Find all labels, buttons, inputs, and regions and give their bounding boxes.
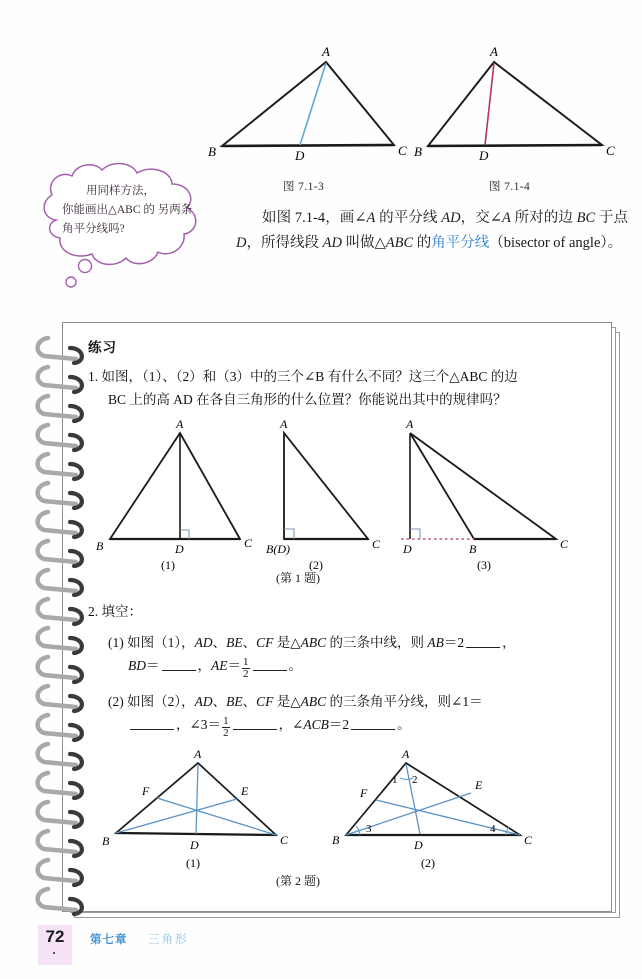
q2p2-j: ，∠3＝ bbox=[176, 717, 222, 732]
q2p2-blank-2[interactable] bbox=[233, 729, 277, 730]
question-1-figures-svg bbox=[88, 417, 588, 572]
spiral-rings bbox=[38, 338, 82, 914]
question-2-heading: 填空： bbox=[101, 604, 142, 619]
question-2 bbox=[88, 600, 588, 623]
q1f1-caption: (1) bbox=[161, 558, 175, 572]
q2p1-label: (1) bbox=[108, 635, 124, 650]
q1f3-label-A: A bbox=[406, 417, 414, 431]
question-2-part-2 bbox=[88, 690, 588, 739]
q2p1-n: ＝ bbox=[146, 658, 160, 673]
vertex-label-A: A bbox=[322, 44, 330, 59]
q2p2-n: 。 bbox=[397, 717, 411, 732]
figure-caption-7-1-4: 图 7.1-4 bbox=[489, 181, 531, 193]
q2p1-frac-numerator: 1 bbox=[243, 656, 249, 668]
q2p1-m: BD bbox=[128, 658, 146, 673]
q1f2-label-C: C bbox=[372, 537, 381, 551]
q2p1-fraction-half bbox=[242, 657, 250, 680]
q2p1-b: AD bbox=[194, 635, 213, 650]
q2p1-p: AE bbox=[211, 658, 228, 673]
q2p2-d: BE bbox=[226, 694, 243, 709]
term-angle-bisector: 角平分线 bbox=[431, 235, 490, 251]
q2p1-l: ， bbox=[502, 635, 516, 650]
thought-bubble-dot-small bbox=[66, 277, 76, 287]
q2p2-k: ，∠ bbox=[278, 717, 304, 732]
para-t8: BC bbox=[576, 210, 596, 226]
q2p1-blank-2[interactable] bbox=[162, 670, 196, 671]
q2p2-blank-1[interactable] bbox=[130, 729, 174, 730]
q2f2-label-F: F bbox=[360, 786, 368, 800]
question-1-figures bbox=[88, 417, 588, 572]
figure-7-1-3 bbox=[208, 44, 407, 163]
para-t13: 叫做△ bbox=[341, 235, 386, 251]
thought-bubble-line-2: 你能画出△ABC 的 bbox=[62, 204, 155, 216]
q2p2-e: 、 bbox=[242, 694, 257, 709]
q2p1-f: CF bbox=[256, 635, 274, 650]
q2f2-label-C: C bbox=[524, 833, 533, 847]
question-2-caption: (第 2 题) bbox=[276, 874, 320, 888]
para-t16: （bisector of angle）。 bbox=[489, 235, 623, 251]
para-t14: ABC bbox=[385, 235, 414, 251]
para-t12: AD bbox=[322, 235, 342, 251]
q2-figure-1 bbox=[102, 747, 289, 870]
q2p1-k: ＝2 bbox=[443, 635, 465, 650]
q2p2-i: 的三条角平分线，则∠1＝ bbox=[326, 694, 483, 709]
q2f1-label-E: E bbox=[241, 784, 249, 798]
figure-caption-7-1-3: 图 7.1-3 bbox=[283, 181, 325, 193]
vertex-label-C: C bbox=[398, 143, 407, 158]
q2p2-body bbox=[88, 690, 588, 713]
question-1-caption: (第 1 题) bbox=[276, 571, 320, 585]
q2f2-label-E: E bbox=[475, 778, 483, 792]
question-2-number: 2. bbox=[88, 604, 99, 619]
q2p2-l: ACB bbox=[303, 717, 329, 732]
q2p1-o: ， bbox=[197, 658, 211, 673]
q1f2-label-BD: B(D) bbox=[266, 542, 290, 556]
q2p2-body-2 bbox=[88, 713, 588, 739]
q1f3-label-C: C bbox=[560, 537, 569, 551]
q1f3-caption: (3) bbox=[477, 558, 491, 572]
q2p2-blank-3[interactable] bbox=[351, 729, 395, 730]
question-1-line-1: 如图，（1）、（2）和（3）中的三个∠B 有什么不同？这三个△ABC 的边 bbox=[101, 369, 518, 384]
thought-bubble bbox=[32, 158, 222, 303]
vertex-label-D: D bbox=[295, 148, 305, 163]
q1f1-label-B: B bbox=[96, 539, 104, 553]
q2p1-a: 如图（1）， bbox=[127, 635, 195, 650]
exercise-heading: 练习 bbox=[88, 340, 117, 355]
q2f2-angle-1: 1 bbox=[392, 774, 398, 786]
q2p1-g: 是△ bbox=[273, 635, 301, 650]
question-1-line-2: BC 上的高 AD 在各自三角形的什么位置？你能说出其中的规律吗？ bbox=[108, 392, 507, 407]
q2f1-label-A: A bbox=[194, 747, 202, 761]
q2p1-c: 、 bbox=[212, 635, 227, 650]
q2p2-b: AD bbox=[194, 694, 213, 709]
para-t1: 如图 7.1-4，画∠ bbox=[262, 210, 367, 226]
q1-figure-3 bbox=[401, 417, 569, 572]
q2p1-frac-denominator: 2 bbox=[243, 668, 249, 680]
para-t10: D bbox=[236, 235, 247, 251]
thought-bubble-dot-large bbox=[79, 260, 92, 273]
q2f1-label-C: C bbox=[280, 833, 289, 847]
para-t3: 的平分线 bbox=[375, 210, 442, 226]
question-2-figures-svg bbox=[88, 747, 588, 872]
q2f1-label-B: B bbox=[102, 834, 110, 848]
para-t4: AD bbox=[441, 210, 461, 226]
para-t6: A bbox=[502, 210, 511, 226]
q2p1-j: AB bbox=[427, 635, 444, 650]
q2f2-label-D: D bbox=[414, 838, 423, 852]
vertex-label-C: C bbox=[606, 143, 615, 158]
q2p1-blank-1[interactable] bbox=[466, 647, 500, 648]
para-t7: 所对的边 bbox=[510, 210, 577, 226]
q1f1-label-A: A bbox=[176, 417, 184, 431]
thought-bubble-line-3: 另两条角平分线吗? bbox=[62, 204, 193, 235]
q2p2-h: ABC bbox=[300, 694, 327, 709]
q2p1-r: 。 bbox=[288, 658, 302, 673]
q2f1-label-F: F bbox=[142, 784, 150, 798]
q2f2-caption: (2) bbox=[421, 856, 435, 870]
vertex-label-B: B bbox=[414, 144, 422, 159]
para-t11: ，所得线段 bbox=[246, 235, 323, 251]
page-footer bbox=[38, 925, 438, 971]
vertex-label-A: A bbox=[490, 44, 498, 59]
para-t2: A bbox=[366, 210, 376, 226]
q1-figure-1 bbox=[96, 417, 253, 572]
q1f1-label-D: D bbox=[175, 542, 184, 556]
vertex-label-D: D bbox=[479, 148, 489, 163]
footer-title: 三角形 bbox=[148, 934, 189, 946]
vertex-label-B: B bbox=[208, 144, 216, 159]
figure-7-1-4 bbox=[414, 44, 615, 163]
q2p2-c: 、 bbox=[212, 694, 227, 709]
footer-chapter: 第七章 bbox=[90, 934, 128, 946]
q2-figure-2 bbox=[332, 747, 533, 870]
thought-bubble-text bbox=[62, 182, 194, 239]
q1f2-caption: (2) bbox=[309, 558, 323, 572]
q1f3-label-D: D bbox=[403, 542, 412, 556]
q2f2-angle-4: 4 bbox=[490, 823, 496, 835]
exercise-content bbox=[88, 336, 588, 889]
definition-paragraph bbox=[236, 206, 628, 256]
q2p1-blank-3[interactable] bbox=[253, 670, 287, 671]
q2p2-fraction-half bbox=[222, 716, 230, 739]
q2p2-frac-numerator: 1 bbox=[223, 715, 229, 727]
thought-bubble-line-1: 用同样方法， bbox=[86, 185, 155, 197]
q2f2-label-B: B bbox=[332, 833, 340, 847]
q2p2-a: 如图（2）， bbox=[127, 694, 195, 709]
q2f2-angle-3: 3 bbox=[366, 823, 372, 835]
q2p2-f: CF bbox=[256, 694, 274, 709]
q2p1-body bbox=[88, 631, 588, 654]
q2p1-body-2 bbox=[88, 654, 588, 680]
q1-figure-2 bbox=[266, 417, 381, 572]
q2p2-g: 是△ bbox=[273, 694, 301, 709]
q2f1-label-D: D bbox=[190, 838, 199, 852]
q2f2-label-A: A bbox=[402, 747, 410, 761]
question-1-number: 1. bbox=[88, 369, 99, 384]
q1f1-label-C: C bbox=[244, 536, 253, 550]
para-t15: 的 bbox=[413, 235, 432, 251]
question-1 bbox=[88, 365, 588, 411]
q2f1-caption: (1) bbox=[186, 856, 200, 870]
q2p2-label: (2) bbox=[108, 694, 124, 709]
q2p1-d: BE bbox=[226, 635, 243, 650]
q1f2-label-A: A bbox=[280, 417, 288, 431]
question-2-figures bbox=[88, 747, 588, 872]
question-2-part-1 bbox=[88, 631, 588, 680]
q2p1-e: 、 bbox=[242, 635, 257, 650]
q2p1-i: 的三条中线，则 bbox=[326, 635, 428, 650]
q1f3-label-B: B bbox=[469, 542, 477, 556]
q2p2-m: ＝2 bbox=[328, 717, 350, 732]
para-t9: 于点 bbox=[595, 210, 629, 226]
q2p1-h: ABC bbox=[300, 635, 327, 650]
q2p2-frac-denominator: 2 bbox=[223, 727, 229, 739]
para-t5: ，交∠ bbox=[460, 210, 502, 226]
page-number-dot bbox=[53, 952, 55, 954]
page-number: 72 bbox=[45, 927, 65, 946]
q2p1-q: ＝ bbox=[227, 658, 241, 673]
q2f2-angle-2: 2 bbox=[412, 774, 418, 786]
